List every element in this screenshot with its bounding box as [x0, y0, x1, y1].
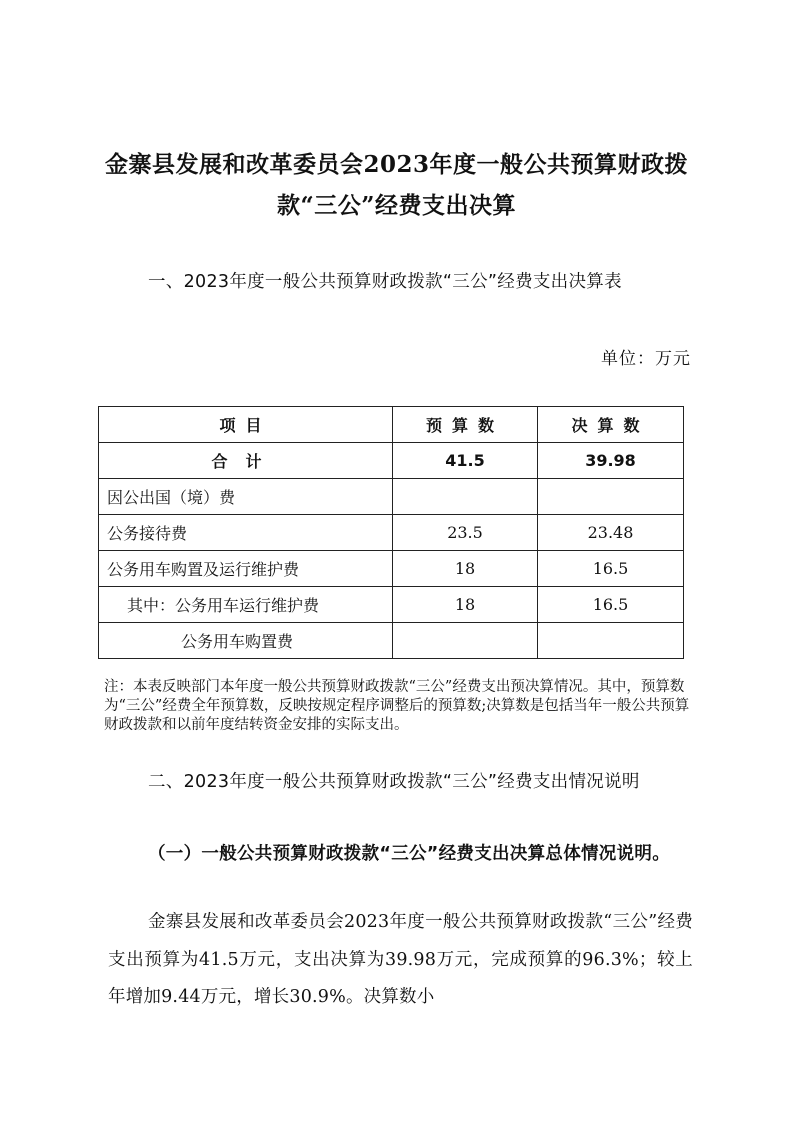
body-paragraph: 金寨县发展和改革委员会2023年度一般公共预算财政拨款“三公”经费支出预算为41.5万元，支出决算为39.98万元，完成预算的96.3%；较上年增加9.44万元，增长30.9%。决算数小	[108, 912, 693, 1007]
header-actual: 决算数	[538, 407, 684, 443]
row-label: 公务用车购置费	[99, 623, 393, 659]
header-item: 项目	[99, 407, 393, 443]
table-row	[99, 587, 684, 623]
row-label: 因公出国（境）费	[99, 479, 393, 515]
row-actual	[538, 623, 684, 659]
row-budget: 18	[393, 587, 538, 623]
row-budget	[393, 479, 538, 515]
row-actual: 23.48	[538, 515, 684, 551]
subsection1-heading: （一）一般公共预算财政拨款“三公”经费支出决算总体情况说明。	[148, 844, 671, 864]
table-row	[99, 479, 684, 515]
document-title-line2: 款“三公”经费支出决算	[277, 192, 516, 219]
total-actual: 39.98	[538, 443, 684, 479]
table-row	[99, 623, 684, 659]
document-title-line1: 金寨县发展和改革委员会2023年度一般公共预算财政拨	[104, 151, 688, 178]
table-header-row	[99, 407, 684, 443]
table-total-row	[99, 443, 684, 479]
table-row	[99, 551, 684, 587]
row-actual	[538, 479, 684, 515]
row-actual: 16.5	[538, 587, 684, 623]
row-label: 公务接待费	[99, 515, 393, 551]
row-budget: 18	[393, 551, 538, 587]
row-budget	[393, 623, 538, 659]
table-note: 注：本表反映部门本年度一般公共预算财政拨款“三公”经费支出预决算情况。其中，预算数为“三公”经费全年预算数，反映按规定程序调整后的预算数;决算数是包括当年一般公共预算财政拨款和以前年度结转资金安排的实际支出。	[104, 679, 690, 733]
section1-heading: 一、2023年度一般公共预算财政拨款“三公”经费支出决算表	[148, 272, 622, 292]
row-label: 公务用车购置及运行维护费	[99, 551, 393, 587]
unit-label: 单位：万元	[601, 349, 691, 369]
section2-heading: 二、2023年度一般公共预算财政拨款“三公”经费支出情况说明	[148, 772, 640, 792]
total-budget: 41.5	[393, 443, 538, 479]
row-label: 其中：公务用车运行维护费	[99, 587, 393, 623]
row-actual: 16.5	[538, 551, 684, 587]
header-budget: 预算数	[393, 407, 538, 443]
table-row	[99, 515, 684, 551]
row-budget: 23.5	[393, 515, 538, 551]
total-label: 合计	[99, 443, 393, 479]
budget-table	[98, 406, 684, 659]
